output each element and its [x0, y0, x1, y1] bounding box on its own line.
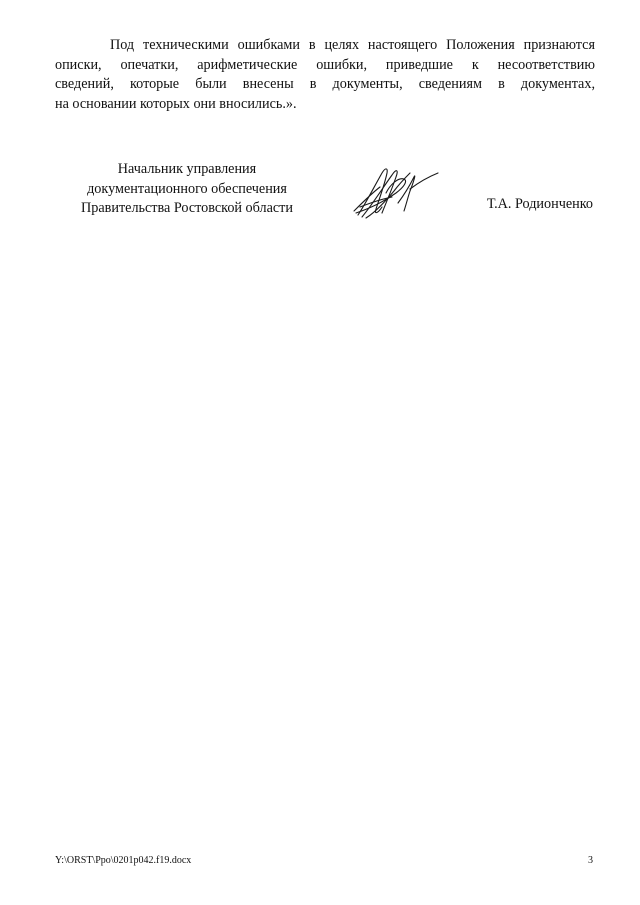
paragraph-line: на основании которых они вносились.».	[55, 95, 297, 112]
paragraph-line: Под техническими ошибками в целях настоящего Положения признаются	[110, 37, 595, 53]
paragraph-line: описки, опечатки, арифметические ошибки, приведшие к несоответствию	[55, 56, 595, 73]
signer-position	[62, 160, 312, 219]
body-paragraph	[55, 36, 595, 114]
position-line: Начальник управления	[117, 161, 257, 177]
handwritten-signature	[352, 163, 442, 221]
page-number: 3	[588, 855, 593, 866]
paragraph-line: сведений, которые были внесены в документы, сведениям в документах,	[55, 76, 595, 93]
footer-file-path: Y:\ORST\Ppo\0201p042.f19.docx	[55, 855, 192, 866]
position-line: документационного обеспечения	[87, 180, 287, 197]
position-line: Правительства Ростовской области	[81, 200, 293, 217]
signer-name: Т.А. Родионченко	[486, 196, 593, 212]
